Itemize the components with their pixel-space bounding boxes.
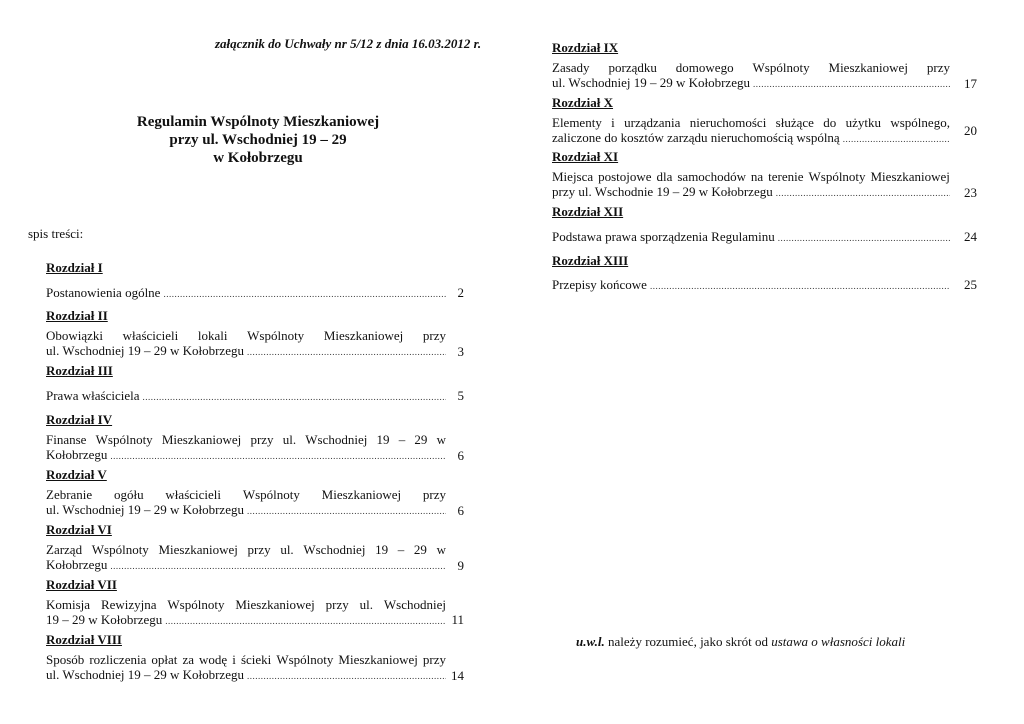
toc-entry[interactable] xyxy=(552,277,950,294)
toc-page-number: 11 xyxy=(451,612,464,627)
toc-page-number: 24 xyxy=(964,229,977,244)
toc-entry[interactable] xyxy=(46,432,446,464)
toc-entry-text: ul. Wschodniej 19 – 29 w Kołobrzegu xyxy=(46,343,244,358)
toc-entry-text: Finanse Wspólnoty Mieszkaniowej przy ul. Wschodniej 19 – 29 w xyxy=(46,432,446,447)
annex-note: załącznik do Uchwały nr 5/12 z dnia 16.03.2012 r. xyxy=(215,36,482,51)
toc-entry[interactable] xyxy=(46,285,446,302)
dot-leader xyxy=(776,186,950,201)
toc-page-number: 23 xyxy=(964,185,977,200)
toc-entry-text: przy ul. Wschodnie 19 – 29 w Kołobrzegu xyxy=(552,184,773,199)
chapter-heading[interactable]: Rozdział XIII xyxy=(552,253,629,268)
dot-leader xyxy=(247,669,446,684)
footnote-expansion: ustawa o własności lokali xyxy=(771,634,906,649)
chapter-heading[interactable]: Rozdział III xyxy=(46,363,113,378)
footnote xyxy=(576,634,905,650)
dot-leader xyxy=(778,231,950,246)
chapter-heading[interactable]: Rozdział X xyxy=(552,95,614,110)
toc-entry[interactable] xyxy=(46,388,446,405)
dot-leader xyxy=(110,449,446,464)
toc-page-number: 25 xyxy=(964,277,977,292)
toc-entry-text: Prawa właściciela xyxy=(46,388,140,403)
toc-entry-text: Sposób rozliczenia opłat za wodę i ścieki Wspólnoty Mieszkaniowej przy xyxy=(46,652,446,667)
footnote-abbreviation: u.w.l. xyxy=(576,634,605,649)
chapter-heading[interactable]: Rozdział VII xyxy=(46,577,117,592)
toc-entry[interactable] xyxy=(46,542,446,574)
toc-entry-text: Zasady porządku domowego Wspólnoty Mieszkaniowej przy xyxy=(552,60,950,75)
toc-entry[interactable] xyxy=(46,652,446,684)
chapter-heading[interactable]: Rozdział V xyxy=(46,467,107,482)
toc-entry-text: Komisja Rewizyjna Wspólnoty Mieszkaniowej przy ul. Wschodniej xyxy=(46,597,446,612)
toc-entry-text: Zarząd Wspólnoty Mieszkaniowej przy ul. Wschodniej 19 – 29 w xyxy=(46,542,446,557)
dot-leader xyxy=(247,504,446,519)
toc-entry-text: ul. Wschodniej 19 – 29 w Kołobrzegu xyxy=(46,667,244,682)
dot-leader xyxy=(650,279,950,294)
toc-entry-text: Przepisy końcowe xyxy=(552,277,647,292)
chapter-heading[interactable]: Rozdział XII xyxy=(552,204,624,219)
toc-entry-text: 19 – 29 w Kołobrzegu xyxy=(46,612,163,627)
toc-page-number: 6 xyxy=(457,448,464,463)
toc-page-number: 20 xyxy=(964,123,977,138)
chapter-heading[interactable]: Rozdział VI xyxy=(46,522,112,537)
chapter-heading[interactable]: Rozdział I xyxy=(46,260,103,275)
toc-entry-text: ul. Wschodniej 19 – 29 w Kołobrzegu xyxy=(46,502,244,517)
dot-leader xyxy=(110,559,446,574)
toc-entry[interactable] xyxy=(46,328,446,360)
toc-page-number: 14 xyxy=(451,668,464,683)
toc-entry-text: ul. Wschodniej 19 – 29 w Kołobrzegu xyxy=(552,75,750,90)
toc-page-number: 5 xyxy=(457,388,464,403)
dot-leader xyxy=(753,77,950,92)
toc-page-number: 17 xyxy=(964,76,977,91)
toc-page-number: 6 xyxy=(457,503,464,518)
toc-entry-text: Kołobrzegu xyxy=(46,557,108,572)
toc-page-number: 2 xyxy=(457,285,464,300)
dot-leader xyxy=(163,287,446,302)
toc-entry-text: Obowiązki właścicieli lokali Wspólnoty Mieszkaniowej przy xyxy=(46,328,446,343)
dot-leader xyxy=(165,614,446,629)
toc-entry-text: Postanowienia ogólne xyxy=(46,285,161,300)
title-line: w Kołobrzegu xyxy=(213,150,303,166)
toc-entry-text: Elementy i urządzania nieruchomości służące do użytku wspólnego, xyxy=(552,115,950,130)
toc-entry[interactable] xyxy=(552,229,950,246)
footnote-text: należy rozumieć, jako skrót od xyxy=(604,634,772,649)
chapter-heading[interactable]: Rozdział VIII xyxy=(46,632,122,647)
toc-entry-text: Miejsca postojowe dla samochodów na terenie Wspólnoty Mieszkaniowej xyxy=(552,169,950,184)
toc-entry[interactable] xyxy=(552,115,950,147)
dot-leader xyxy=(142,390,446,405)
toc-entry[interactable] xyxy=(46,487,446,519)
chapter-heading[interactable]: Rozdział II xyxy=(46,308,108,323)
chapter-heading[interactable]: Rozdział XI xyxy=(552,149,619,164)
toc-entry[interactable] xyxy=(46,597,446,629)
toc-entry-text: Kołobrzegu xyxy=(46,447,108,462)
toc-page-number: 9 xyxy=(457,558,464,573)
chapter-heading[interactable]: Rozdział IV xyxy=(46,412,113,427)
toc-entry-text: Podstawa prawa sporządzenia Regulaminu xyxy=(552,229,775,244)
dot-leader xyxy=(247,345,446,360)
toc-entry-text: zaliczone do kosztów zarządu nieruchomością wspólną xyxy=(552,130,840,145)
toc-entry[interactable] xyxy=(552,169,950,201)
toc-label: spis treści: xyxy=(28,226,84,241)
toc-page-number: 3 xyxy=(457,344,464,359)
document-title xyxy=(0,113,516,167)
title-line: Regulamin Wspólnoty Mieszkaniowej xyxy=(136,114,380,130)
chapter-heading[interactable]: Rozdział IX xyxy=(552,40,619,55)
toc-entry-text: Zebranie ogółu właścicieli Wspólnoty Mieszkaniowej przy xyxy=(46,487,446,502)
title-line: przy ul. Wschodniej 19 – 29 xyxy=(169,132,347,148)
dot-leader xyxy=(843,132,950,147)
toc-entry[interactable] xyxy=(552,60,950,92)
